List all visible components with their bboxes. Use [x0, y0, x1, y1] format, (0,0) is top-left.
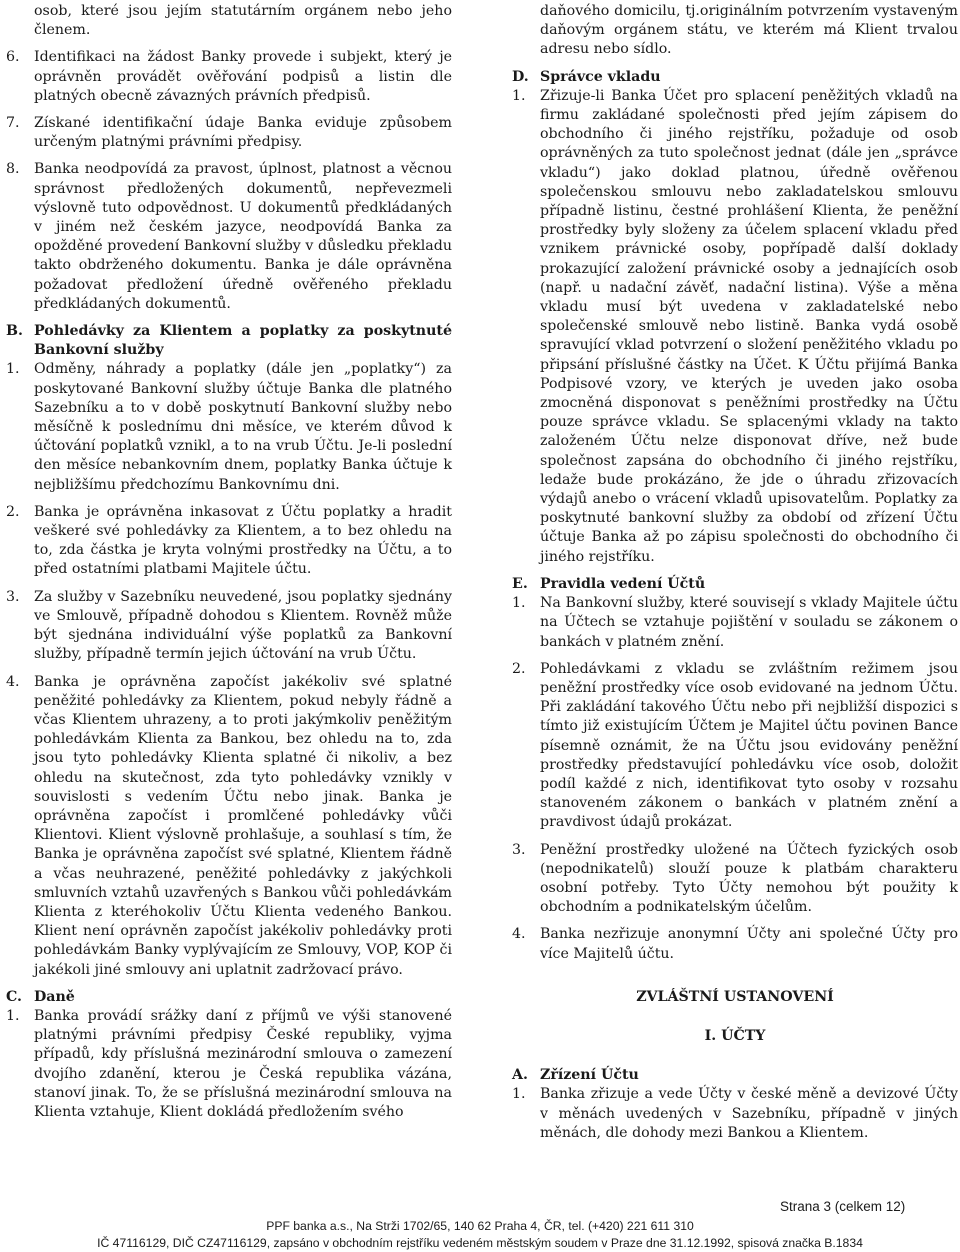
list-item	[512, 594, 958, 652]
list-item	[6, 360, 452, 494]
item-text: Na Bankovní služby, které souvisejí s vklady Majitele účtu na Účtech se vztahuje pojištění v souladu se zákonem o bankách v platném znění.	[540, 595, 958, 650]
item-text: Získané identifikační údaje Banka eviduje způsobem určeným platnými právními předpisy.	[34, 115, 452, 151]
item-number: 1.	[512, 1086, 526, 1103]
list-item	[512, 925, 958, 963]
list-item	[6, 503, 452, 580]
item-number: 1.	[512, 595, 526, 612]
item-number: 6.	[6, 49, 20, 66]
section-b-heading	[6, 322, 452, 360]
list-item	[6, 114, 452, 152]
item-text: Banka je oprávněna započíst jakékoliv své splatné peněžité pohledávky za Klientem, pokud nebyly řádně a včas Klientem uhrazeny, a to proti jakýmkoliv peněžitým pohledávkám Klienta za Bankou, bez ohledu na to, zda jsou tyto pohledávky Klienta splatné či nikoliv, a bez ohledu na skutečnost, zda tyto pohledávky vznikly v souvislosti s vedením Účtu nebo jinak. Banka je oprávněna započíst i promlčené pohledávky vůči Klientovi. Klient výslovně prohlašuje, a souhlasí s tím, že Banka je oprávněna započíst své splatné, Klientem řádně a včas neuhrazené, peněžité pohledávky z jakýchkoli smluvních vztahů uzavřených s Bankou vůči pohledávkám Klienta z kteréhokoliv Účtu Klienta vedeného Bankou. Klient není oprávněn započíst jakékoliv pohledávky proti pohledávkám Banky vyplývajícím ze Smlouvy, VOP, KOP či jakékoli jiné smlouvy ani uplatnit zadržovací právo.	[34, 673, 452, 978]
list-item	[6, 160, 452, 314]
section-a-title: Zřízení Účtu	[540, 1067, 639, 1084]
item-text: Pohledávkami z vkladu se zvláštním režimem jsou peněžní prostředky více osob evidované na jednom Účtu. Při zakládání takového Účtu nebo při nejbližší dispozici s tímto již existujícím Účtem je Majitel účtu povinen Bance písemně oznámit, že na Účtu jsou evidovány peněžní prostředky představující pohledávku více osob, doložit podíl každé z nich, identifikovat tyto osoby v rozsahu stanoveném zákonem o bankách v platném znění a pravdivost údajů prokázat.	[540, 660, 958, 831]
item-text: Identifikaci na žádost Banky provede i subjekt, který je oprávněn provádět ověřování podpisů a listin dle platných obecně závazných právních předpisů.	[34, 49, 452, 104]
section-b-letter: B.	[6, 323, 23, 340]
item-text: Banka neodpovídá za pravost, úplnost, platnost a věcnou správnost předložených dokumentů, nepřevezmeli výslovně tuto odpovědnost. U dokumentů předkládaných v jiném než českém jazyce, neodpovídá Banka za opožděné provedení Bankovní služby v důsledku překladu takto obdrženého dokumentu. Banka je dále oprávněna požadovat předložení úředně ověřeného překladu předkládaných dokumentů.	[34, 161, 452, 312]
list-item	[6, 588, 452, 665]
section-e-title: Pravidla vedení Účtů	[540, 575, 706, 592]
list-e	[512, 594, 958, 964]
item-text: Za služby v Sazebníku neuvedené, jsou poplatky sjednány ve Smlouvě, případně dohodou s Klientem. Rovněž může být sjednána individuální výše poplatků za Bankovní služby, případně termín jejich účtování na vrub Účtu.	[34, 588, 452, 663]
section-a-letter: A.	[512, 1067, 528, 1084]
item-number: 2.	[512, 660, 526, 677]
right-column	[512, 0, 958, 1151]
item-number: 7.	[6, 115, 20, 132]
item-number: 1.	[6, 1007, 20, 1024]
list-a	[6, 48, 452, 314]
item-number: 3.	[6, 588, 20, 605]
footer-line-1: PPF banka a.s., Na Strži 1702/65, 140 62 Praha 4, ČR, tel. (+420) 221 611 310	[266, 1219, 694, 1233]
section-d-letter: D.	[512, 68, 529, 85]
section-a-heading	[512, 1066, 958, 1085]
list-item	[6, 673, 452, 980]
item-number: 1.	[512, 87, 526, 104]
list-item	[512, 660, 958, 833]
section-d-title: Správce vkladu	[540, 68, 661, 85]
section-b-title: Pohledávky za Klientem a poplatky za poskytnuté Bankovní služby	[34, 323, 452, 359]
section-c-title: Daně	[34, 988, 75, 1005]
footer-line-2: IČ 47116129, DIČ CZ47116129, zapsáno v obchodním rejstříku vedeném městským soudem v Praze dne 31.12.1992, spisová značka B.1834	[97, 1236, 863, 1250]
item-number: 2.	[6, 503, 20, 520]
item-number: 4.	[512, 926, 526, 943]
list-d	[512, 87, 958, 567]
section-e-heading	[512, 575, 958, 594]
item-text: Peněžní prostředky uložené na Účtech fyzických osob (nepodnikatelů) slouží pouze k platbám charakteru osobní potřeby. Tyto Účty nemohou být použity k obchodním a podnikatelským účelům.	[540, 841, 958, 916]
list-item	[512, 1085, 958, 1143]
list-item	[6, 1007, 452, 1122]
item-text: Zřizuje-li Banka Účet pro splacení peněžitých vkladů na firmu zakládané společnosti před jejím zápisem do obchodního či jiného rejstříku, požaduje od osob oprávněných za tuto společnost jednat (dále jen „správce vkladu“) jako doklad platnou, úředně ověřenou společenskou smlouvu nebo zakladatelskou smlouvu případně listinu, čestné prohlášení Klienta, že peněžní prostředky byly složeny za účelem splacení vkladu před vznikem právnické osoby, popřípadě další doklady prokazující založení právnické osoby a jednajících osob (např. u nadační závěť, nadační listina). Výše a měna vkladu musí být uvedena v zakladatelské nebo společenské smlouvě nebo listině. Banka vydá osobě spravující vklad potvrzení o složení peněžitého vkladu po připsání příslušné částky na Účet. K Účtu přijímá Banka Podpisové vzory, ve kterých je uveden jako osoba zmocněná disponovat s peněžními prostředky na Účtu pouze správce vkladu. Se splacenými vklady na takto založeném Účtu nelze disponovat dříve, než bude společnost zapsána do obchodního či jiného rejstříku, ledaže bude prokázáno, že jde o úhradu zřizovacích výdajů anebo o vrácení vkladů upisovatelům. Poplatky za poskytnuté bankovní služby za období od zřízení Účtu účtuje Banka až po zápisu společnosti do obchodního či jiného rejstříku.	[540, 87, 958, 565]
left-column	[6, 0, 452, 1130]
item-number: 8.	[6, 161, 20, 178]
section-d-heading	[512, 68, 958, 87]
list-b	[6, 360, 452, 979]
section-e-letter: E.	[512, 575, 528, 592]
list-item	[512, 87, 958, 567]
item-text: Banka zřizuje a vede Účty v české měně a devizové Účty v měnách uvedených v Sazebníku, případně v jiných měnách, dle dohody mezi Bankou a Klientem.	[540, 1086, 958, 1141]
list-item	[512, 841, 958, 918]
item-number: 1.	[6, 361, 20, 378]
item-text: Odměny, náhrady a poplatky (dále jen „poplatky“) za poskytované Bankovní služby účtuje Banka dle platného Sazebníku a to v době poskytnutí Bankovní služby nebo měsíčně k poslednímu dni měsíce, ve kterém důvod k účtování poplatků vznikl, a to na vrub Účtu. Je-li poslední den měsíce nebankovním dnem, poplatky Banka účtuje k nejbližšímu předchozímu Bankovnímu dni.	[34, 361, 452, 493]
item-number: 3.	[512, 841, 526, 858]
item-text: Banka je oprávněna inkasovat z Účtu poplatky a hradit veškeré své pohledávky za Klientem, a to bez ohledu na to, zda částka je kryta volnými prostředky na Účtu, a to před ostatními platbami Majitele účtu.	[34, 503, 452, 578]
page-number: Strana 3 (celkem 12)	[780, 1199, 906, 1214]
intro-paragraph: osob, které jsou jejím statutárním orgánem nebo jeho členem.	[34, 3, 452, 39]
continuation-paragraph: daňového domicilu, tj.originálním potvrzením vystaveným daňovým orgánem státu, ve kterém má Klient trvalou adresu nebo sídlo.	[540, 3, 958, 58]
item-number: 4.	[6, 673, 20, 690]
list-a-right	[512, 1085, 958, 1143]
list-c	[6, 1007, 452, 1122]
item-text: Banka provádí srážky daní z příjmů ve výši stanovené platnými právními předpisy České republiky, vyjma případů, kdy příslušná mezinárodní smlouva o zamezení dvojího zdanění, kterou je Česká republika vázána, stanoví jinak. To, že se příslušná mezinárodní smlouva na Klienta vztahuje, Klient dokládá předložením svého	[34, 1007, 452, 1120]
section-c-letter: C.	[6, 988, 22, 1005]
section-c-heading	[6, 988, 452, 1007]
special-provisions-heading: ZVLÁŠTNÍ USTANOVENÍ	[636, 988, 834, 1005]
part-heading: I. ÚČTY	[704, 1027, 766, 1044]
item-text: Banka nezřizuje anonymní Účty ani společné Účty pro více Majitelů účtu.	[540, 926, 958, 962]
list-item	[6, 48, 452, 106]
